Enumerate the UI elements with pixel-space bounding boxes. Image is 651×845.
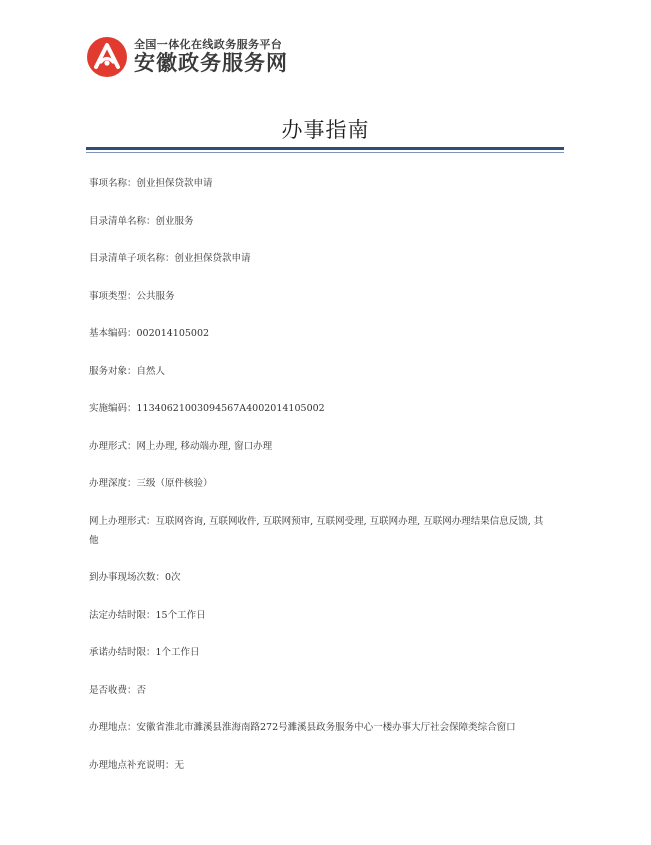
field-value: 11340621003094567A4002014105002 (136, 403, 325, 414)
field-label: 基本编码： (89, 328, 137, 339)
logo-title: 安徽政务服务网 (134, 51, 288, 75)
field-value: 否 (136, 684, 147, 696)
guide-field (89, 568, 549, 587)
field-value: 创业服务 (155, 215, 194, 227)
field-value: 002014105002 (136, 328, 210, 339)
site-logo[interactable] (86, 36, 288, 78)
guide-field (89, 324, 549, 343)
guide-field (89, 174, 549, 193)
field-label: 到办事现场次数： (89, 572, 166, 583)
guide-field (89, 756, 549, 775)
field-label: 办理地点补充说明： (89, 759, 175, 771)
guide-field-list (89, 174, 549, 793)
guide-field (89, 718, 549, 737)
guide-field (89, 643, 549, 662)
field-value: 15个工作日 (155, 609, 206, 621)
field-value: 公共服务 (136, 290, 175, 302)
field-label: 事项名称： (89, 178, 137, 189)
field-value: 创业担保贷款申请 (174, 253, 251, 264)
guide-field (89, 606, 549, 625)
field-value: 1个工作日 (155, 647, 200, 658)
field-value: 0次 (165, 572, 181, 583)
field-label: 事项类型： (89, 290, 137, 302)
field-label: 办理深度： (89, 478, 137, 489)
title-divider-thin (86, 152, 564, 153)
guide-field (89, 681, 549, 700)
guide-field (89, 512, 549, 550)
field-label: 网上办理形式： (89, 515, 156, 527)
field-value: 三级（原件核验） (136, 478, 213, 489)
field-label: 是否收费： (89, 684, 137, 696)
field-value: 互联网咨询, 互联网收件, 互联网预审, 互联网受理, 互联网办理, 互联网办理结果信息反馈, 其他 (89, 515, 544, 546)
field-label: 法定办结时限： (89, 609, 156, 621)
logo-text (134, 38, 288, 76)
guide-field (89, 287, 549, 306)
field-label: 办理地点： (89, 722, 137, 733)
field-value: 创业担保贷款申请 (136, 178, 213, 189)
guide-field (89, 437, 549, 456)
field-value: 安徽省淮北市濉溪县淮海南路272号濉溪县政务服务中心一楼办事大厅社会保障类综合窗口 (136, 722, 516, 733)
guide-field (89, 399, 549, 418)
field-value: 无 (174, 759, 185, 771)
field-value: 网上办理, 移动端办理, 窗口办理 (136, 440, 273, 452)
title-divider-thick (86, 147, 564, 150)
guide-field (89, 249, 549, 268)
field-label: 实施编码： (89, 403, 137, 414)
field-label: 目录清单子项名称： (89, 253, 175, 264)
guide-field (89, 474, 549, 493)
field-label: 服务对象： (89, 365, 137, 377)
field-value: 自然人 (136, 365, 166, 377)
field-label: 目录清单名称： (89, 215, 156, 227)
guide-field (89, 362, 549, 381)
guide-field (89, 212, 549, 231)
logo-subtitle: 全国一体化在线政务服务平台 (134, 38, 283, 51)
field-label: 办理形式： (89, 440, 137, 452)
field-label: 承诺办结时限： (89, 647, 156, 658)
anhui-gov-service-logo-icon (86, 36, 128, 78)
document-title: 办事指南 (281, 118, 370, 142)
